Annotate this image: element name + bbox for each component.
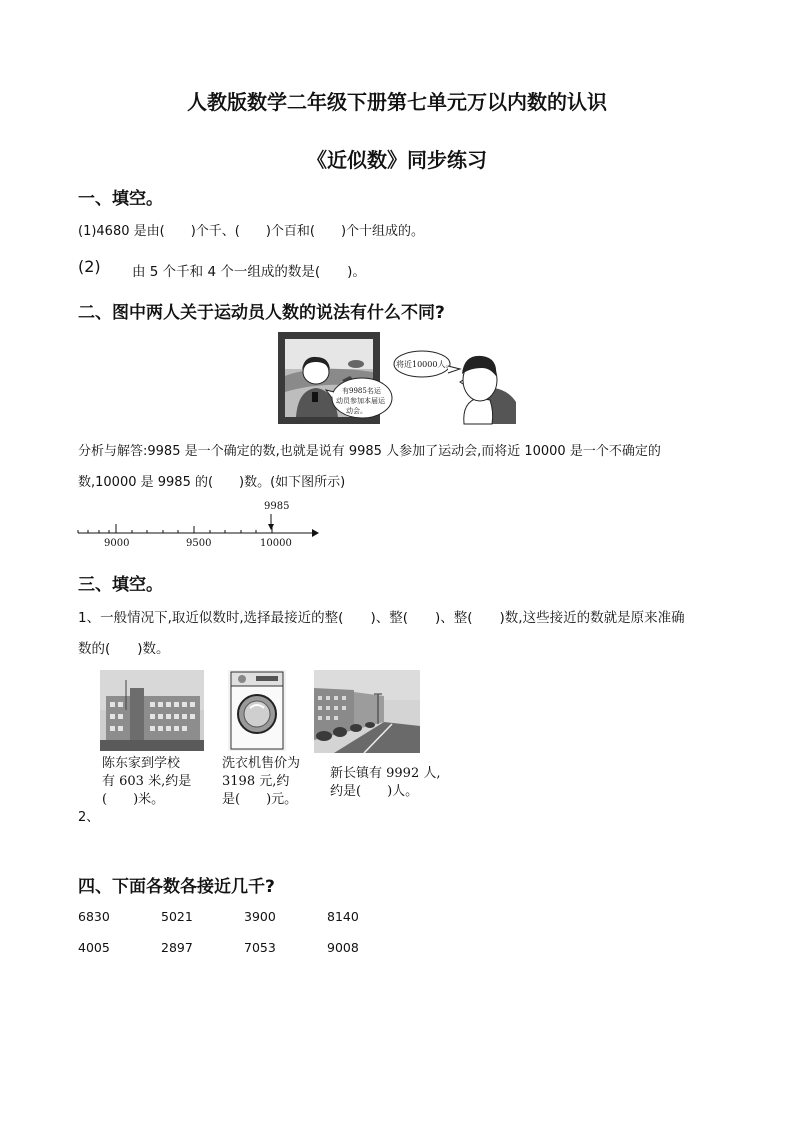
number-line-label: 9000: [104, 538, 130, 549]
speech-bubble-left: [336, 386, 385, 416]
caption-school: [102, 755, 191, 809]
section1-q2-number: (2): [78, 257, 101, 276]
school-building-image: [100, 670, 204, 751]
section2-heading: 二、图中两人关于运动员人数的说法有什么不同?: [78, 303, 445, 323]
section4-number: 4005: [78, 940, 110, 955]
illustration-svg: [276, 328, 518, 428]
speech-bubble-right: 将近10000人。: [396, 360, 454, 369]
caption-town: [330, 765, 440, 801]
section3-q1-line1: 1、一般情况下,取近似数时,选择最接近的整( )、整( )、整( )数,这些接近的数就是原来准确: [78, 610, 685, 626]
section1-q1: (1)4680 是由( )个千、( )个百和( )个十组成的。: [78, 224, 425, 239]
speech-bubble-left-line: 动会。: [346, 407, 367, 415]
school-building-svg: [100, 670, 204, 751]
page-title: 人教版数学二年级下册第七单元万以内数的认识: [187, 90, 607, 114]
section4-number: 7053: [244, 940, 276, 955]
section4-number: 3900: [244, 909, 276, 924]
caption-line: 是( )元。: [222, 792, 298, 807]
town-street-image: [314, 670, 420, 753]
caption-line: 约是( )人。: [330, 784, 419, 799]
speech-bubble-left-line: 有9985名运: [342, 387, 381, 395]
section2-analysis-line1: 分析与解答:9985 是一个确定的数,也就是说有 9985 人参加了运动会,而将近 10000 是一个不确定的: [78, 444, 661, 459]
section1-q2-text: 由 5 个千和 4 个一组成的数是( )。: [132, 264, 366, 280]
caption-line: 3198 元,约: [222, 774, 290, 789]
section3-heading: 三、填空。: [78, 575, 163, 595]
number-line-label: 10000: [260, 538, 292, 549]
washing-machine-svg: [228, 670, 286, 751]
section4-heading: 四、下面各数各接近几千?: [78, 877, 275, 897]
number-line-ticks: [78, 524, 272, 533]
caption-line: 有 603 米,约是: [102, 774, 192, 789]
caption-line: ( )米。: [102, 792, 165, 807]
section4-number: 9008: [327, 940, 359, 955]
number-line: [74, 500, 324, 552]
washing-machine-image: [228, 670, 286, 751]
number-line-marker-label: 9985: [264, 501, 290, 512]
section1-heading: 一、填空。: [78, 189, 163, 209]
section2-analysis-line2: 数,10000 是 9985 的( )数。(如下图所示): [78, 475, 346, 490]
page-subtitle: 《近似数》同步练习: [307, 148, 487, 172]
speech-bubble-left-line: 动员参加本届运: [336, 397, 385, 405]
number-line-label: 9500: [186, 538, 212, 549]
section4-number: 8140: [327, 909, 359, 924]
section3-q1-line2: 数的( )数。: [78, 641, 170, 657]
caption-line: 洗衣机售价为: [222, 756, 301, 771]
section4-number: 2897: [161, 940, 193, 955]
caption-washing-machine: [222, 755, 300, 809]
illustration-athletes: [276, 328, 518, 428]
section4-number: 6830: [78, 909, 110, 924]
caption-line: 陈东家到学校: [102, 756, 181, 771]
section4-number: 5021: [161, 909, 193, 924]
section3-q2-label: 2、: [78, 810, 100, 825]
town-street-svg: [314, 670, 420, 753]
caption-line: 新长镇有 9992 人,: [330, 766, 441, 781]
